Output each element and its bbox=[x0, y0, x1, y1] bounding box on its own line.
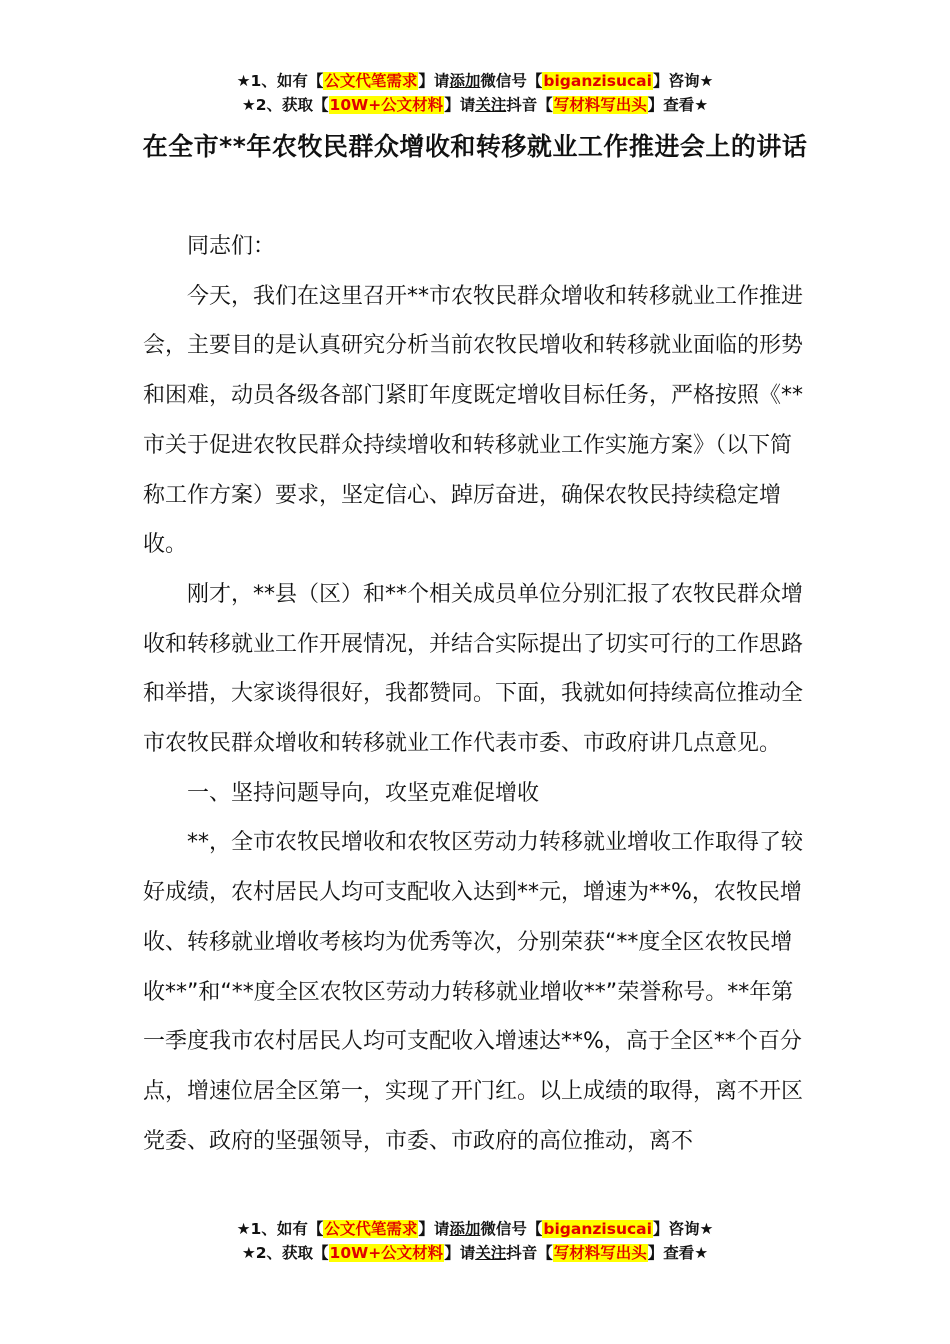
body-paragraph: 刚才，**县（区）和**个相关成员单位分别汇报了农牧民群众增收和转移就业工作开展情况，并结合实际提出了切实可行的工作思路和举措，大家谈得很好，我都赞同。下面，我就如何持续高位推动全市农牧民群众增收和转移就业工作代表市委、市政府讲几点意见。 bbox=[143, 581, 804, 757]
promo-highlight: 10W+公文材料 bbox=[329, 1244, 444, 1262]
promo-line-1 bbox=[0, 1217, 950, 1241]
promo-banner-bottom bbox=[0, 1217, 950, 1265]
promo-underlined-text: 关注 bbox=[475, 1244, 507, 1262]
promo-text: 】咨询★ bbox=[652, 1220, 714, 1238]
section-heading: 一、坚持问题导向，攻坚克难促增收 bbox=[187, 780, 540, 806]
promo-text: 微信号【 bbox=[480, 72, 543, 90]
document-title: 在全市**年农牧民群众增收和转移就业工作推进会上的讲话 bbox=[142, 132, 808, 161]
document-body bbox=[143, 222, 813, 1166]
promo-text: 微信号【 bbox=[480, 1220, 543, 1238]
promo-text: 抖音【 bbox=[506, 1244, 553, 1262]
promo-highlight: biganzisucai bbox=[543, 1220, 652, 1238]
body-paragraph: 今天，我们在这里召开**市农牧民群众增收和转移就业工作推进会，主要目的是认真研究分析当前农牧民增收和转移就业面临的形势和困难，动员各级各部门紧盯年度既定增收目标任务，严格按照《**市关于促进农牧民群众持续增收和转移就业工作实施方案》（以下简称工作方案）要求，坚定信心、踔厉奋进，确保农牧民持续稳定增收。 bbox=[143, 283, 804, 558]
body-paragraph: **，全市农牧民增收和农牧区劳动力转移就业增收工作取得了较好成绩，农村居民人均可支配收入达到**元，增速为**%，农牧民增收、转移就业增收考核均为优秀等次，分别荣获“**度全区农牧民增收**”和“**度全区农牧区劳动力转移就业增收**”荣誉称号。**年第一季度我市农村居民人均可支配收入增速达**%，高于全区**个百分点，增速位居全区第一，实现了开门红。以上成绩的取得，离不开区党委、政府的坚强领导，市委、市政府的高位推动，离不 bbox=[143, 830, 804, 1154]
salutation: 同志们： bbox=[187, 234, 276, 259]
promo-highlight: 公文代笔需求 bbox=[324, 1220, 418, 1238]
promo-text: 】咨询★ bbox=[652, 72, 714, 90]
promo-highlight: 写材料写出头 bbox=[553, 1244, 647, 1262]
promo-highlight: biganzisucai bbox=[543, 72, 652, 90]
promo-underlined-text: 添加 bbox=[449, 1220, 481, 1238]
promo-text: ★1、如有【 bbox=[236, 72, 324, 90]
promo-underlined-text: 关注 bbox=[475, 96, 507, 114]
promo-text: ★2、获取【 bbox=[241, 1244, 329, 1262]
promo-line-2 bbox=[0, 1241, 950, 1265]
promo-line-2 bbox=[0, 93, 950, 117]
promo-text: 】请 bbox=[418, 1220, 450, 1238]
promo-highlight: 10W+公文材料 bbox=[329, 96, 444, 114]
promo-text: ★1、如有【 bbox=[236, 1220, 324, 1238]
promo-text: 】查看★ bbox=[647, 1244, 709, 1262]
promo-text: ★2、获取【 bbox=[241, 96, 329, 114]
promo-text: 】请 bbox=[444, 96, 476, 114]
promo-text: 】查看★ bbox=[647, 96, 709, 114]
promo-underlined-text: 添加 bbox=[449, 72, 481, 90]
promo-text: 】请 bbox=[418, 72, 450, 90]
promo-line-1 bbox=[0, 69, 950, 93]
promo-banner-top bbox=[0, 69, 950, 117]
promo-text: 】请 bbox=[444, 1244, 476, 1262]
promo-highlight: 公文代笔需求 bbox=[324, 72, 418, 90]
promo-highlight: 写材料写出头 bbox=[553, 96, 647, 114]
promo-text: 抖音【 bbox=[506, 96, 553, 114]
